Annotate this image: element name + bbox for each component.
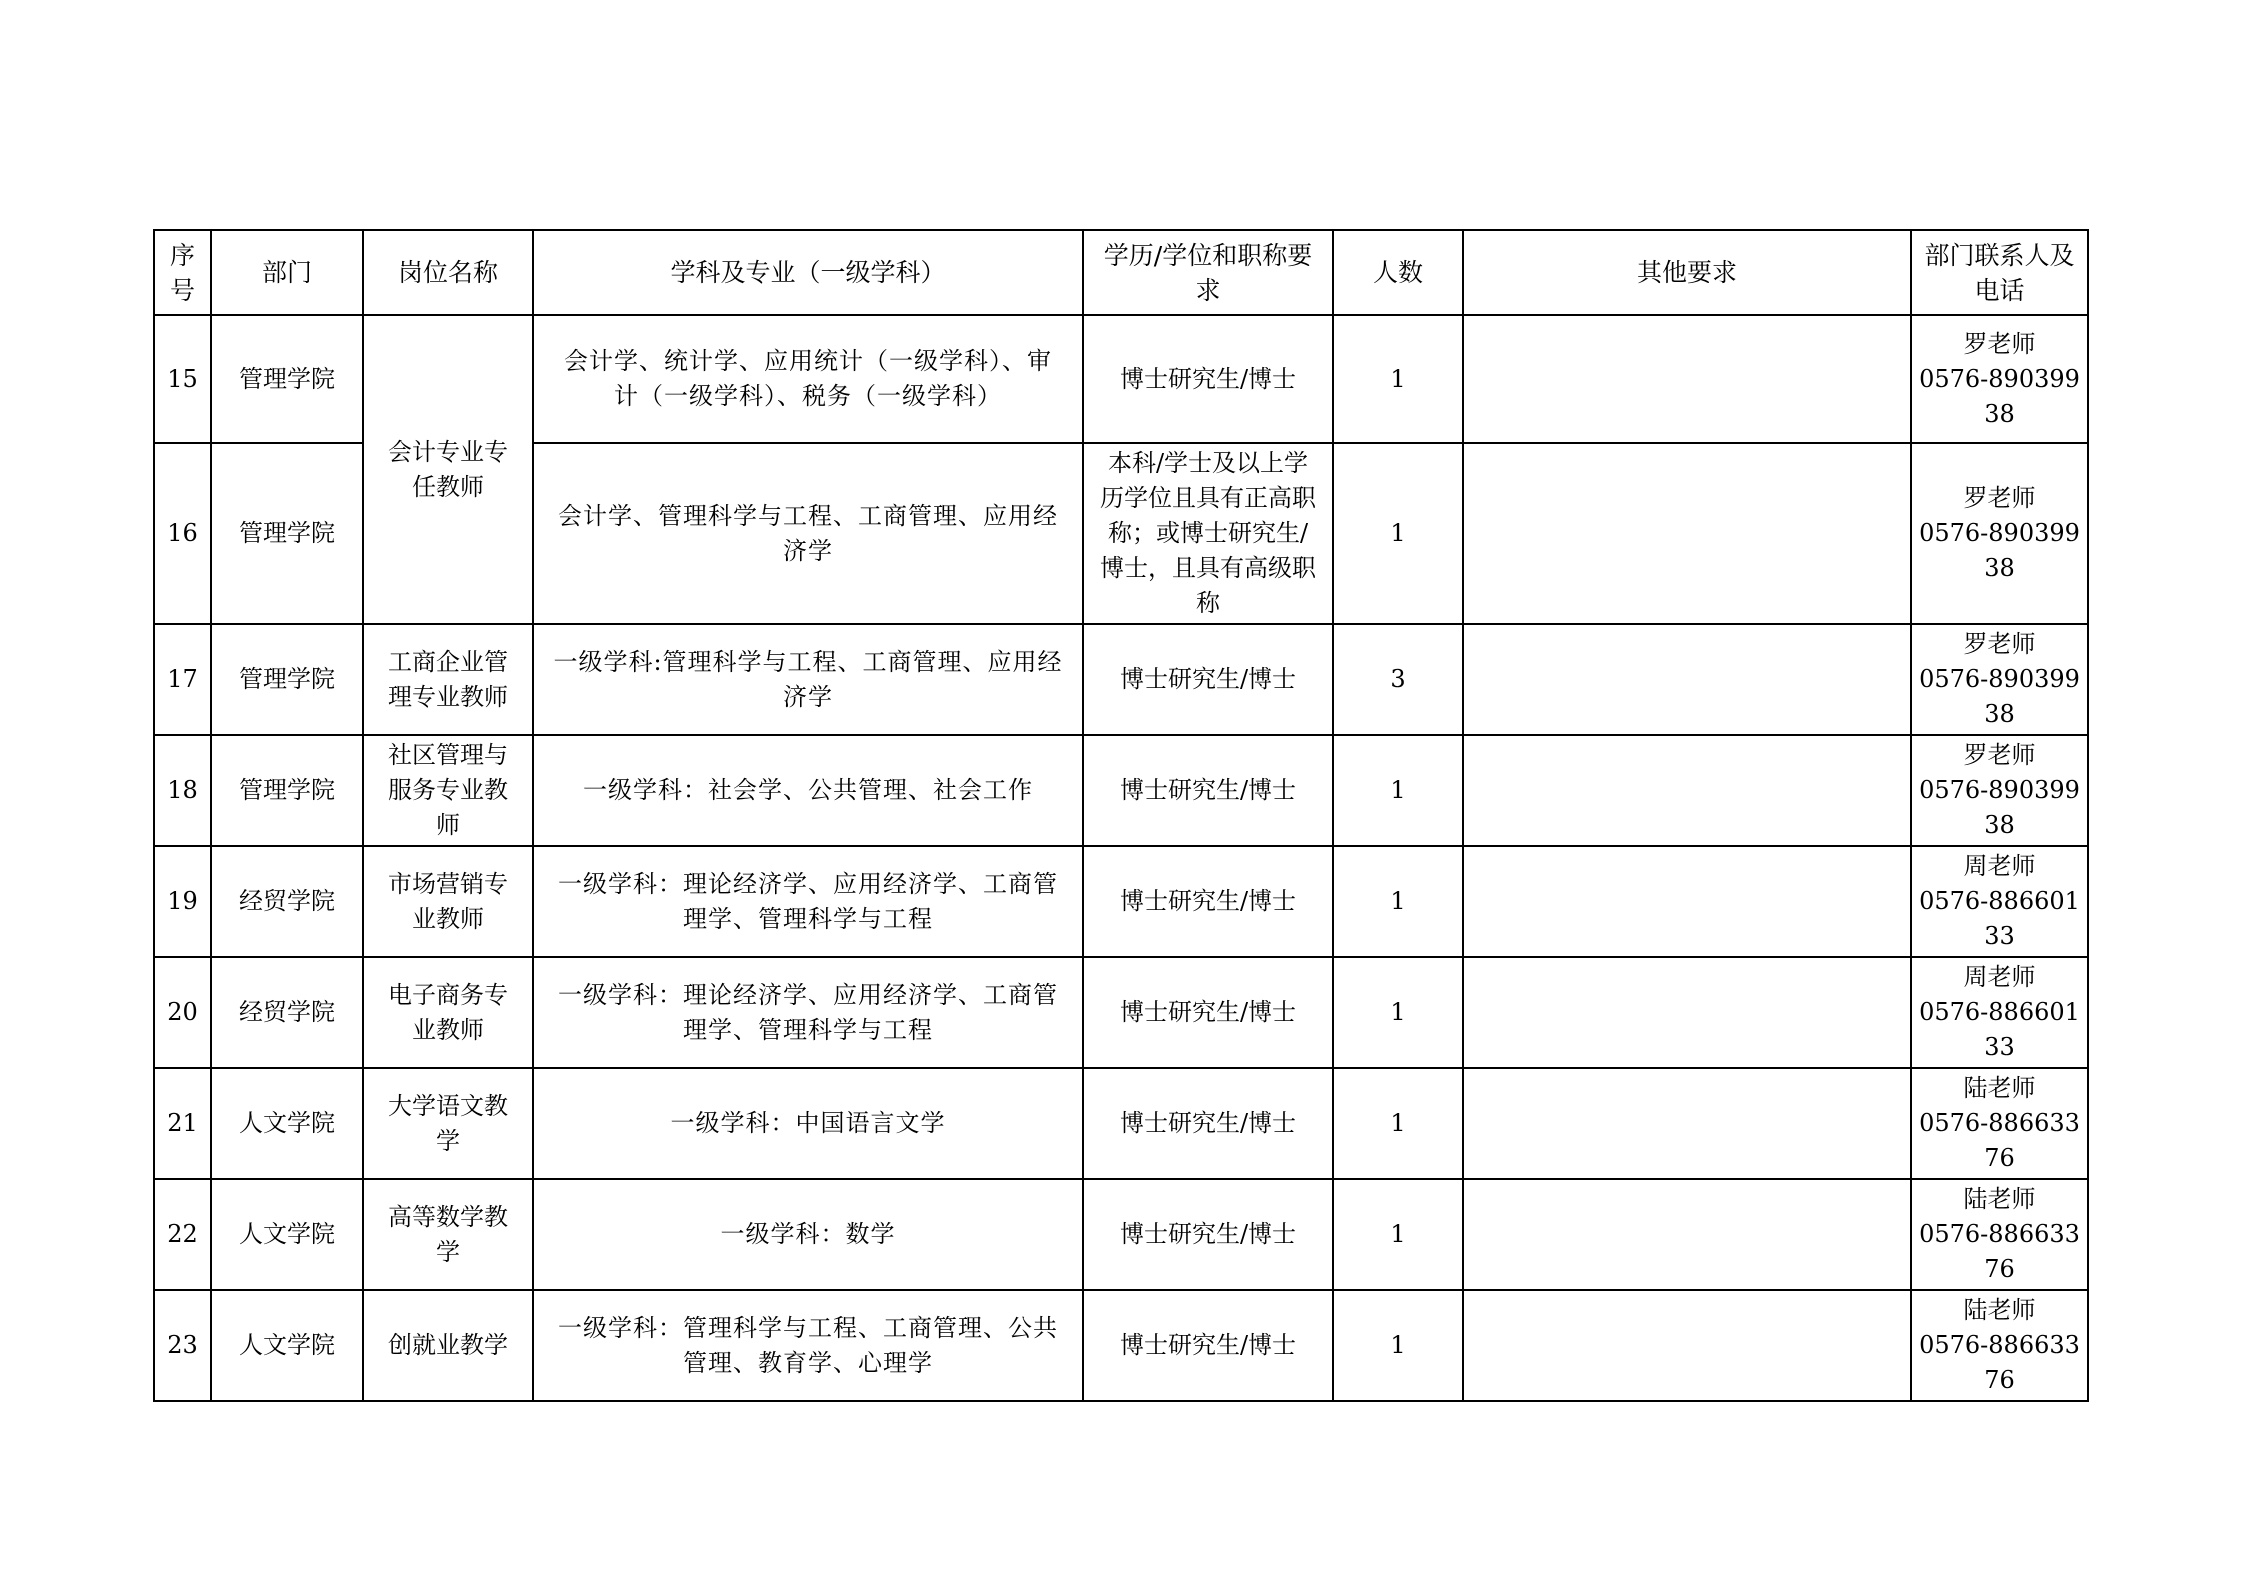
cell-major: 一级学科：社会学、公共管理、社会工作 (533, 735, 1083, 846)
cell-no: 18 (154, 735, 211, 846)
recruitment-table (153, 229, 2089, 1402)
cell-contact (1911, 1179, 2088, 1290)
cell-major: 一级学科：理论经济学、应用经济学、工商管理学、管理科学与工程 (533, 846, 1083, 957)
recruitment-table-sheet (153, 229, 2087, 1402)
contact-phone: 0576-88663376 (1919, 1220, 2080, 1283)
cell-no: 16 (154, 443, 211, 624)
cell-department: 管理学院 (211, 315, 363, 443)
table-body (154, 315, 2088, 1401)
cell-department: 经贸学院 (211, 957, 363, 1068)
cell-department: 管理学院 (211, 443, 363, 624)
cell-degree: 本科/学士及以上学历学位且具有正高职称；或博士研究生/博士，且具有高级职称 (1083, 443, 1333, 624)
contact-phone: 0576-89039938 (1919, 776, 2080, 839)
cell-count: 1 (1333, 735, 1463, 846)
cell-other (1463, 846, 1911, 957)
contact-name: 罗老师 (1963, 484, 2036, 512)
table-row (154, 1068, 2088, 1179)
cell-no: 23 (154, 1290, 211, 1401)
cell-degree: 博士研究生/博士 (1083, 1290, 1333, 1401)
contact-name: 陆老师 (1963, 1074, 2036, 1102)
cell-major: 一级学科：中国语言文学 (533, 1068, 1083, 1179)
table-row (154, 1179, 2088, 1290)
cell-count: 1 (1333, 443, 1463, 624)
contact-name: 陆老师 (1963, 1185, 2036, 1213)
cell-degree: 博士研究生/博士 (1083, 624, 1333, 735)
cell-other (1463, 735, 1911, 846)
table-row (154, 957, 2088, 1068)
cell-major: 一级学科：管理科学与工程、工商管理、公共管理、教育学、心理学 (533, 1290, 1083, 1401)
header-count: 人数 (1333, 230, 1463, 315)
cell-department: 经贸学院 (211, 846, 363, 957)
cell-position: 创就业教学 (363, 1290, 533, 1401)
cell-other (1463, 957, 1911, 1068)
cell-contact (1911, 443, 2088, 624)
cell-department: 人文学院 (211, 1179, 363, 1290)
cell-other (1463, 1179, 1911, 1290)
table-row (154, 1290, 2088, 1401)
cell-no: 19 (154, 846, 211, 957)
cell-degree: 博士研究生/博士 (1083, 1179, 1333, 1290)
header-row (154, 230, 2088, 315)
cell-other (1463, 443, 1911, 624)
cell-position: 电子商务专业教师 (363, 957, 533, 1068)
cell-major: 一级学科:管理科学与工程、工商管理、应用经济学 (533, 624, 1083, 735)
cell-contact (1911, 735, 2088, 846)
cell-degree: 博士研究生/博士 (1083, 1068, 1333, 1179)
cell-degree: 博士研究生/博士 (1083, 315, 1333, 443)
cell-contact (1911, 846, 2088, 957)
cell-other (1463, 315, 1911, 443)
cell-degree: 博士研究生/博士 (1083, 957, 1333, 1068)
cell-contact (1911, 1068, 2088, 1179)
table-row (154, 846, 2088, 957)
contact-name: 罗老师 (1963, 630, 2036, 658)
cell-position: 高等数学教学 (363, 1179, 533, 1290)
cell-other (1463, 624, 1911, 735)
cell-count: 3 (1333, 624, 1463, 735)
header-other: 其他要求 (1463, 230, 1911, 315)
cell-position: 市场营销专业教师 (363, 846, 533, 957)
cell-count: 1 (1333, 315, 1463, 443)
cell-department: 管理学院 (211, 624, 363, 735)
cell-department: 管理学院 (211, 735, 363, 846)
cell-no: 22 (154, 1179, 211, 1290)
cell-contact (1911, 624, 2088, 735)
table-header (154, 230, 2088, 315)
contact-name: 罗老师 (1963, 741, 2036, 769)
contact-phone: 0576-88660133 (1919, 998, 2080, 1061)
cell-department: 人文学院 (211, 1068, 363, 1179)
contact-phone: 0576-88663376 (1919, 1331, 2080, 1394)
contact-name: 陆老师 (1963, 1296, 2036, 1324)
cell-count: 1 (1333, 1290, 1463, 1401)
cell-major: 一级学科：数学 (533, 1179, 1083, 1290)
cell-major: 一级学科：理论经济学、应用经济学、工商管理学、管理科学与工程 (533, 957, 1083, 1068)
cell-no: 17 (154, 624, 211, 735)
cell-department: 人文学院 (211, 1290, 363, 1401)
table-row (154, 315, 2088, 443)
cell-other (1463, 1068, 1911, 1179)
header-no: 序号 (154, 230, 211, 315)
header-position: 岗位名称 (363, 230, 533, 315)
header-degree: 学历/学位和职称要求 (1083, 230, 1333, 315)
header-major: 学科及专业（一级学科） (533, 230, 1083, 315)
table-row (154, 735, 2088, 846)
contact-name: 周老师 (1963, 963, 2036, 991)
cell-contact (1911, 315, 2088, 443)
cell-major: 会计学、统计学、应用统计（一级学科）、审计（一级学科）、税务（一级学科） (533, 315, 1083, 443)
cell-count: 1 (1333, 846, 1463, 957)
cell-degree: 博士研究生/博士 (1083, 846, 1333, 957)
cell-count: 1 (1333, 1179, 1463, 1290)
contact-phone: 0576-89039938 (1919, 519, 2080, 582)
contact-phone: 0576-88660133 (1919, 887, 2080, 950)
cell-contact (1911, 957, 2088, 1068)
contact-name: 罗老师 (1963, 329, 2036, 358)
cell-contact (1911, 1290, 2088, 1401)
cell-position: 大学语文教学 (363, 1068, 533, 1179)
contact-name: 周老师 (1963, 852, 2036, 880)
cell-other (1463, 1290, 1911, 1401)
header-department: 部门 (211, 230, 363, 315)
contact-phone: 0576-89039938 (1919, 665, 2080, 728)
header-contact: 部门联系人及电话 (1911, 230, 2088, 315)
cell-degree: 博士研究生/博士 (1083, 735, 1333, 846)
table-row (154, 624, 2088, 735)
cell-count: 1 (1333, 1068, 1463, 1179)
cell-no: 20 (154, 957, 211, 1068)
contact-phone: 0576-89039938 (1919, 364, 2080, 428)
cell-major: 会计学、管理科学与工程、工商管理、应用经济学 (533, 443, 1083, 624)
cell-position: 工商企业管理专业教师 (363, 624, 533, 735)
cell-position: 社区管理与服务专业教师 (363, 735, 533, 846)
contact-phone: 0576-88663376 (1919, 1109, 2080, 1172)
cell-count: 1 (1333, 957, 1463, 1068)
cell-no: 21 (154, 1068, 211, 1179)
cell-no: 15 (154, 315, 211, 443)
cell-position: 会计专业专任教师 (363, 315, 533, 624)
